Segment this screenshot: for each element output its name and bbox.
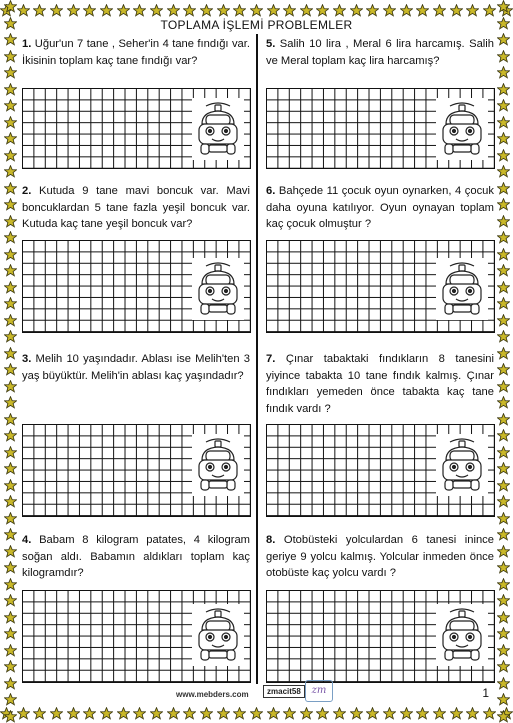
left-star-border (2, 0, 18, 723)
problem-statement: Melih 10 yaşındadır. Ablası ise Melih'ten 3 yaş büyüktür. Melih'in ablası kaç yaşındadır? (22, 353, 250, 382)
star-icon (497, 693, 510, 706)
star-icon (433, 707, 446, 720)
star-icon (497, 512, 510, 525)
star-icon (4, 132, 17, 145)
star-icon (4, 248, 17, 261)
star-icon (183, 4, 196, 17)
problem-number: 1. (22, 38, 32, 50)
problem-statement: Çınar tabaktaki fındıkların 8 tanesini yiyince tabakta 10 tane fındık kalmış. Çınar fındıkları yemeden önce tabakta kaç tane fındık vardı ? (266, 353, 494, 415)
footer-website: www.mebders.com (176, 690, 249, 699)
robot-car-illustration (436, 98, 488, 160)
star-icon (4, 660, 17, 673)
star-icon (4, 281, 17, 294)
problem-5-text (266, 36, 494, 69)
star-icon (497, 413, 510, 426)
problem-6 (266, 183, 494, 233)
star-icon (100, 4, 113, 17)
star-icon (250, 4, 263, 17)
star-icon (497, 83, 510, 96)
problem-statement: Uğur'un 7 tane , Seher'in 4 tane fındığı var. İkisinin toplam kaç tane fındığı var? (22, 38, 250, 67)
problem-4-text (22, 532, 250, 582)
page-number: 1 (482, 686, 489, 700)
star-icon (497, 281, 510, 294)
footer-author-badge: zmacit58 (263, 685, 305, 698)
star-icon (350, 707, 363, 720)
robot-car-illustration (192, 434, 244, 496)
robot-car-illustration (192, 98, 244, 160)
star-icon (497, 660, 510, 673)
star-icon (450, 707, 463, 720)
problem-1-text (22, 36, 250, 69)
star-icon (497, 264, 510, 277)
star-icon (4, 528, 17, 541)
star-icon (33, 4, 46, 17)
problem-statement: Kutuda 9 tane mavi boncuk var. Mavi boncuklardan 5 tane fazla yeşil boncuk var. Kutuda kaç tane yeşil boncuk var? (22, 185, 250, 230)
star-icon (497, 545, 510, 558)
star-icon (283, 4, 296, 17)
star-icon (416, 4, 429, 17)
star-icon (4, 66, 17, 79)
star-icon (4, 396, 17, 409)
star-icon (267, 4, 280, 17)
problem-6-text (266, 183, 494, 233)
problem-5 (266, 36, 494, 69)
star-icon (400, 4, 413, 17)
star-icon (350, 4, 363, 17)
star-icon (50, 4, 63, 17)
star-icon (383, 4, 396, 17)
star-icon (316, 4, 329, 17)
column-divider (256, 34, 258, 684)
star-icon (300, 707, 313, 720)
problem-7-text (266, 351, 494, 417)
star-icon (4, 83, 17, 96)
robot-car-illustration (436, 434, 488, 496)
top-star-border (0, 2, 513, 18)
star-icon (4, 264, 17, 277)
star-icon (4, 215, 17, 228)
problem-7 (266, 351, 494, 417)
star-icon (4, 380, 17, 393)
star-icon (497, 528, 510, 541)
star-icon (200, 707, 213, 720)
star-icon (17, 4, 30, 17)
star-icon (497, 380, 510, 393)
robot-car-illustration (436, 258, 488, 320)
star-icon (316, 707, 329, 720)
star-icon (497, 479, 510, 492)
star-icon (366, 4, 379, 17)
star-icon (497, 0, 510, 13)
star-icon (4, 0, 17, 13)
star-icon (497, 594, 510, 607)
star-icon (497, 627, 510, 640)
star-icon (33, 707, 46, 720)
star-icon (497, 446, 510, 459)
star-icon (497, 644, 510, 657)
star-icon (497, 429, 510, 442)
star-icon (450, 4, 463, 17)
star-icon (383, 707, 396, 720)
problem-3-text (22, 351, 250, 384)
problem-number: 4. (22, 534, 32, 546)
star-icon (497, 396, 510, 409)
star-icon (4, 413, 17, 426)
star-icon (217, 4, 230, 17)
star-icon (497, 677, 510, 690)
star-icon (150, 707, 163, 720)
star-icon (4, 182, 17, 195)
star-icon (4, 50, 17, 63)
star-icon (497, 561, 510, 574)
star-icon (4, 314, 17, 327)
star-icon (366, 707, 379, 720)
star-icon (497, 297, 510, 310)
star-icon (497, 363, 510, 376)
star-icon (497, 611, 510, 624)
star-icon (4, 479, 17, 492)
problem-4 (22, 532, 250, 582)
star-icon (4, 693, 17, 706)
problem-number: 6. (266, 185, 276, 197)
star-icon (300, 4, 313, 17)
robot-car-illustration (436, 604, 488, 666)
problem-statement: Salih 10 lira , Meral 6 lira harcamış. Salih ve Meral toplam kaç lira harcamış? (266, 38, 494, 67)
star-icon (233, 4, 246, 17)
star-icon (217, 707, 230, 720)
star-icon (497, 99, 510, 112)
star-icon (150, 4, 163, 17)
star-icon (497, 66, 510, 79)
star-icon (4, 594, 17, 607)
star-icon (133, 4, 146, 17)
bottom-star-border (0, 705, 513, 721)
star-icon (4, 545, 17, 558)
star-icon (497, 50, 510, 63)
star-icon (50, 707, 63, 720)
right-star-border (495, 0, 511, 723)
star-icon (283, 707, 296, 720)
robot-car-illustration (192, 258, 244, 320)
star-icon (497, 314, 510, 327)
star-icon (4, 347, 17, 360)
star-icon (4, 495, 17, 508)
problem-number: 5. (266, 38, 276, 50)
star-icon (4, 429, 17, 442)
star-icon (83, 4, 96, 17)
star-icon (4, 627, 17, 640)
star-icon (17, 707, 30, 720)
star-icon (4, 116, 17, 129)
star-icon (4, 33, 17, 46)
problem-8-text (266, 532, 494, 582)
star-icon (250, 707, 263, 720)
problem-number: 3. (22, 353, 32, 365)
star-icon (4, 578, 17, 591)
star-icon (4, 462, 17, 475)
star-icon (497, 132, 510, 145)
star-icon (433, 4, 446, 17)
star-icon (333, 707, 346, 720)
star-icon (4, 165, 17, 178)
star-icon (167, 707, 180, 720)
star-icon (4, 677, 17, 690)
problem-number: 8. (266, 534, 276, 546)
star-icon (267, 707, 280, 720)
star-icon (4, 330, 17, 343)
star-icon (4, 512, 17, 525)
star-icon (497, 330, 510, 343)
star-icon (233, 707, 246, 720)
star-icon (497, 578, 510, 591)
problem-statement: Bahçede 11 çocuk oyun oynarken, 4 çocuk daha oyuna katılıyor. Oyun oynayan toplam kaç çocuk olmuştur ? (266, 185, 494, 230)
star-icon (466, 707, 479, 720)
star-icon (4, 611, 17, 624)
star-icon (183, 707, 196, 720)
star-icon (4, 231, 17, 244)
star-icon (497, 116, 510, 129)
star-icon (4, 561, 17, 574)
star-icon (4, 198, 17, 211)
star-icon (117, 707, 130, 720)
star-icon (497, 198, 510, 211)
footer-logo: zm (305, 680, 333, 702)
star-icon (497, 149, 510, 162)
robot-car-illustration (192, 604, 244, 666)
problem-statement: Otobüsteki yolculardan 6 tanesi inince geriye 9 yolcu kalmış. Yolcular inmeden önce otobüste kaç yolcu vardı ? (266, 534, 494, 579)
star-icon (67, 4, 80, 17)
problem-number: 2. (22, 185, 32, 197)
star-icon (83, 707, 96, 720)
star-icon (497, 495, 510, 508)
problem-number: 7. (266, 353, 276, 365)
star-icon (133, 707, 146, 720)
problem-2 (22, 183, 250, 233)
problem-statement: Babam 8 kilogram patates, 4 kilogram soğan aldı. Babamın aldıkları toplam kaç kilogramdır? (22, 534, 250, 579)
problem-1 (22, 36, 250, 69)
star-icon (497, 33, 510, 46)
page-title: TOPLAMA İŞLEMİ PROBLEMLER (160, 18, 353, 32)
problem-2-text (22, 183, 250, 233)
star-icon (416, 707, 429, 720)
star-icon (4, 99, 17, 112)
star-icon (4, 446, 17, 459)
star-icon (4, 149, 17, 162)
star-icon (497, 165, 510, 178)
star-icon (4, 710, 17, 723)
star-icon (497, 231, 510, 244)
star-icon (4, 644, 17, 657)
star-icon (200, 4, 213, 17)
star-icon (497, 182, 510, 195)
star-icon (497, 710, 510, 723)
star-icon (400, 707, 413, 720)
star-icon (497, 215, 510, 228)
star-icon (100, 707, 113, 720)
star-icon (466, 4, 479, 17)
star-icon (333, 4, 346, 17)
star-icon (67, 707, 80, 720)
star-icon (497, 462, 510, 475)
star-icon (497, 347, 510, 360)
star-icon (4, 363, 17, 376)
star-icon (117, 4, 130, 17)
star-icon (497, 248, 510, 261)
problem-3 (22, 351, 250, 384)
star-icon (167, 4, 180, 17)
star-icon (4, 297, 17, 310)
problem-8 (266, 532, 494, 582)
